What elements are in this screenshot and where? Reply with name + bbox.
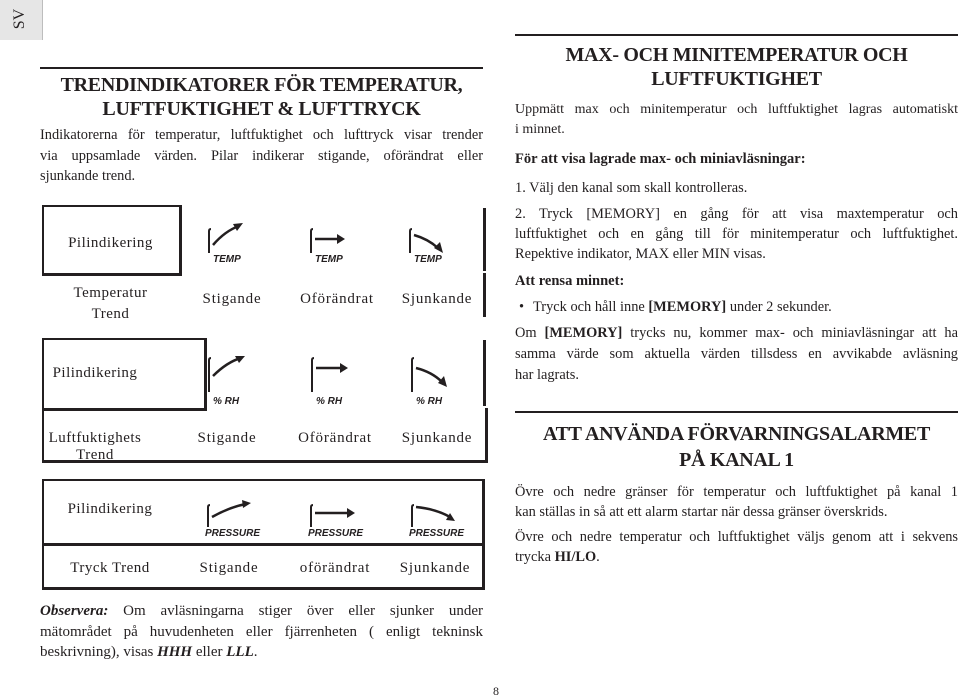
language-tab: [0, 0, 43, 40]
right-title-rule: [515, 34, 958, 36]
right-body-4: [515, 527, 958, 567]
note-line-2: mätområdet på huvudenheten eller fjärrenheten ( enligt tekninsk: [40, 623, 483, 640]
humidity-steady-label: Oförändrat: [298, 430, 372, 446]
right-title-1-line-2: LUFTFUKTIGHET: [651, 68, 822, 90]
pressure-falling-arrow-icon: [408, 493, 478, 539]
bullet-text-a: Tryck och håll inne: [533, 299, 649, 315]
right-body-1: [515, 100, 958, 139]
language-code: SV: [11, 8, 28, 30]
note-paragraph: [40, 601, 483, 663]
humidity-trend-label: [42, 430, 148, 464]
svg-text:PRESSURE: PRESSURE: [308, 528, 364, 539]
note-line-1: Om avläsningarna stiger över eller sjunker under: [108, 603, 483, 619]
temp-trend-label-line-1: Temperatur: [73, 285, 148, 301]
pressure-steady-label: oförändrat: [299, 560, 371, 576]
note-mid: eller: [192, 644, 227, 660]
pressure-steady-arrow-icon: [307, 493, 377, 539]
pressure-rising-arrow-icon: [204, 493, 274, 539]
temp-trend-label: [42, 283, 179, 325]
temp-falling-label: Sjunkande: [401, 291, 473, 307]
pressure-trend-label: Tryck Trend: [70, 560, 150, 576]
note-lll: LLL: [226, 644, 254, 660]
step-1: 1. Välj den kanal som skall kontrolleras.: [515, 180, 748, 196]
svg-text:% RH: % RH: [213, 396, 240, 406]
right-title-2-rule: [515, 411, 958, 413]
left-title-line-2: LUFTFUKTIGHET & LUFTTRYCK: [102, 98, 421, 120]
left-title: [40, 73, 483, 121]
left-intro: [40, 125, 483, 187]
p2-text-c: trycks nu, kommer max- och miniavläsningar att ha: [622, 325, 958, 341]
temp-falling-arrow-icon: [406, 215, 454, 263]
right-title-2-line-2: PÅ KANAL 1: [679, 449, 794, 471]
temp-icon-text: TEMP: [213, 254, 241, 263]
bullet-hold-memory: [533, 297, 832, 318]
note-label: Observera:: [40, 603, 109, 619]
p2-text-a: Om: [515, 325, 545, 341]
right-title-1: [515, 43, 958, 91]
left-title-rule: [40, 67, 483, 69]
p2-line-3: har lagrats.: [515, 367, 579, 383]
right-title-2-line-1: ATT ANVÄNDA FÖRVARNINGSALARMET: [542, 423, 931, 445]
p4-text-a: trycka: [515, 549, 555, 565]
humidity-steady-arrow-icon: [308, 352, 358, 406]
sub-heading-clear: Att rensa minnet:: [515, 273, 625, 289]
pressure-falling-label: Sjunkande: [399, 560, 471, 576]
humidity-falling-arrow-icon: [408, 352, 458, 406]
p1-line-1: Uppmätt max och minitemperatur och luftfuktighet lagras automatiskt: [515, 102, 958, 117]
humidity-rising-label: Stigande: [197, 430, 257, 446]
intro-line-3: sjunkande trend.: [40, 168, 136, 184]
p4-line-1: Övre och nedre temperatur och luftfuktighet väljs genom att i sekvens: [515, 529, 958, 545]
note-end: .: [253, 644, 258, 660]
temp-rising-label: Stigande: [202, 291, 262, 307]
svg-text:PRESSURE: PRESSURE: [205, 528, 261, 539]
temp-steady-arrow-icon: [307, 215, 355, 263]
humidity-indicator-label: Pilindikering: [52, 365, 138, 381]
temp-indicator-label: Pilindikering: [68, 235, 153, 251]
temp-rising-arrow-icon: [205, 215, 253, 263]
step-2-line-3: Repektive indikator, MAX eller MIN visas.: [515, 246, 766, 262]
bullet-text-c: under 2 sekunder.: [726, 299, 832, 315]
note-hhh: HHH: [157, 644, 193, 660]
sub-heading-view: För att visa lagrade max- och miniavläsningar:: [515, 151, 806, 167]
intro-line-2: via uppsamlade värden. Pilar indikerar stigande, oförändrat eller: [40, 147, 483, 164]
hi-lo-key-label: HI/LO: [554, 549, 597, 565]
right-title-1-line-1: MAX- OCH MINITEMPERATUR OCH: [565, 44, 908, 66]
p2-line-2: samma värde som aktuella värden tillsdess en avvikabde avläsning: [515, 346, 958, 362]
svg-text:PRESSURE: PRESSURE: [409, 528, 465, 539]
humidity-trend-label-line-2: Trend: [76, 447, 114, 463]
step-2-line-1: 2. Tryck [MEMORY] en gång för att visa maxtemperatur och: [515, 206, 958, 222]
p1-line-2: i minnet.: [515, 121, 565, 137]
temp-trend-label-line-2: Trend: [91, 306, 130, 322]
note-line-3: beskrivning), visas: [40, 644, 158, 660]
humidity-falling-label: Sjunkande: [401, 430, 473, 446]
svg-text:TEMP: TEMP: [414, 254, 442, 263]
temp-trend-bottom-box: [179, 273, 486, 317]
pressure-indicator-label: Pilindikering: [67, 501, 153, 517]
right-body-2: [515, 323, 958, 386]
right-title-2: [515, 421, 958, 473]
humidity-trend-label-line-1: Luftfuktighets: [48, 430, 142, 446]
intro-line-1: Indikatorerna för temperatur, luftfuktighet och lufttryck visar trender: [40, 127, 483, 143]
p3-line-2: kan ställas in så att ett alarm startar när dessa gränser överskrids.: [515, 504, 888, 520]
page-number: 8: [493, 684, 499, 698]
pressure-rising-label: Stigande: [199, 560, 259, 576]
right-body-3: [515, 482, 958, 522]
temp-steady-label: Oförändrat: [300, 291, 374, 307]
left-title-line-1: TRENDINDIKATORER FÖR TEMPERATUR,: [60, 74, 463, 96]
svg-text:% RH: % RH: [416, 396, 443, 406]
step-2: [515, 204, 958, 264]
p3-line-1: Övre och nedre gränser för temperatur och luftfuktighet på kanal 1: [515, 484, 958, 500]
p4-text-c: .: [596, 549, 600, 565]
memory-key-label: [MEMORY]: [648, 299, 727, 315]
step-2-line-2: luftfuktighet och en gång till för minitemperatur och luftfuktighet.: [515, 226, 958, 242]
p2-memory-key: [MEMORY]: [544, 325, 623, 341]
humidity-rising-arrow-icon: [205, 352, 255, 406]
svg-text:% RH: % RH: [316, 396, 343, 406]
svg-text:TEMP: TEMP: [315, 254, 343, 263]
